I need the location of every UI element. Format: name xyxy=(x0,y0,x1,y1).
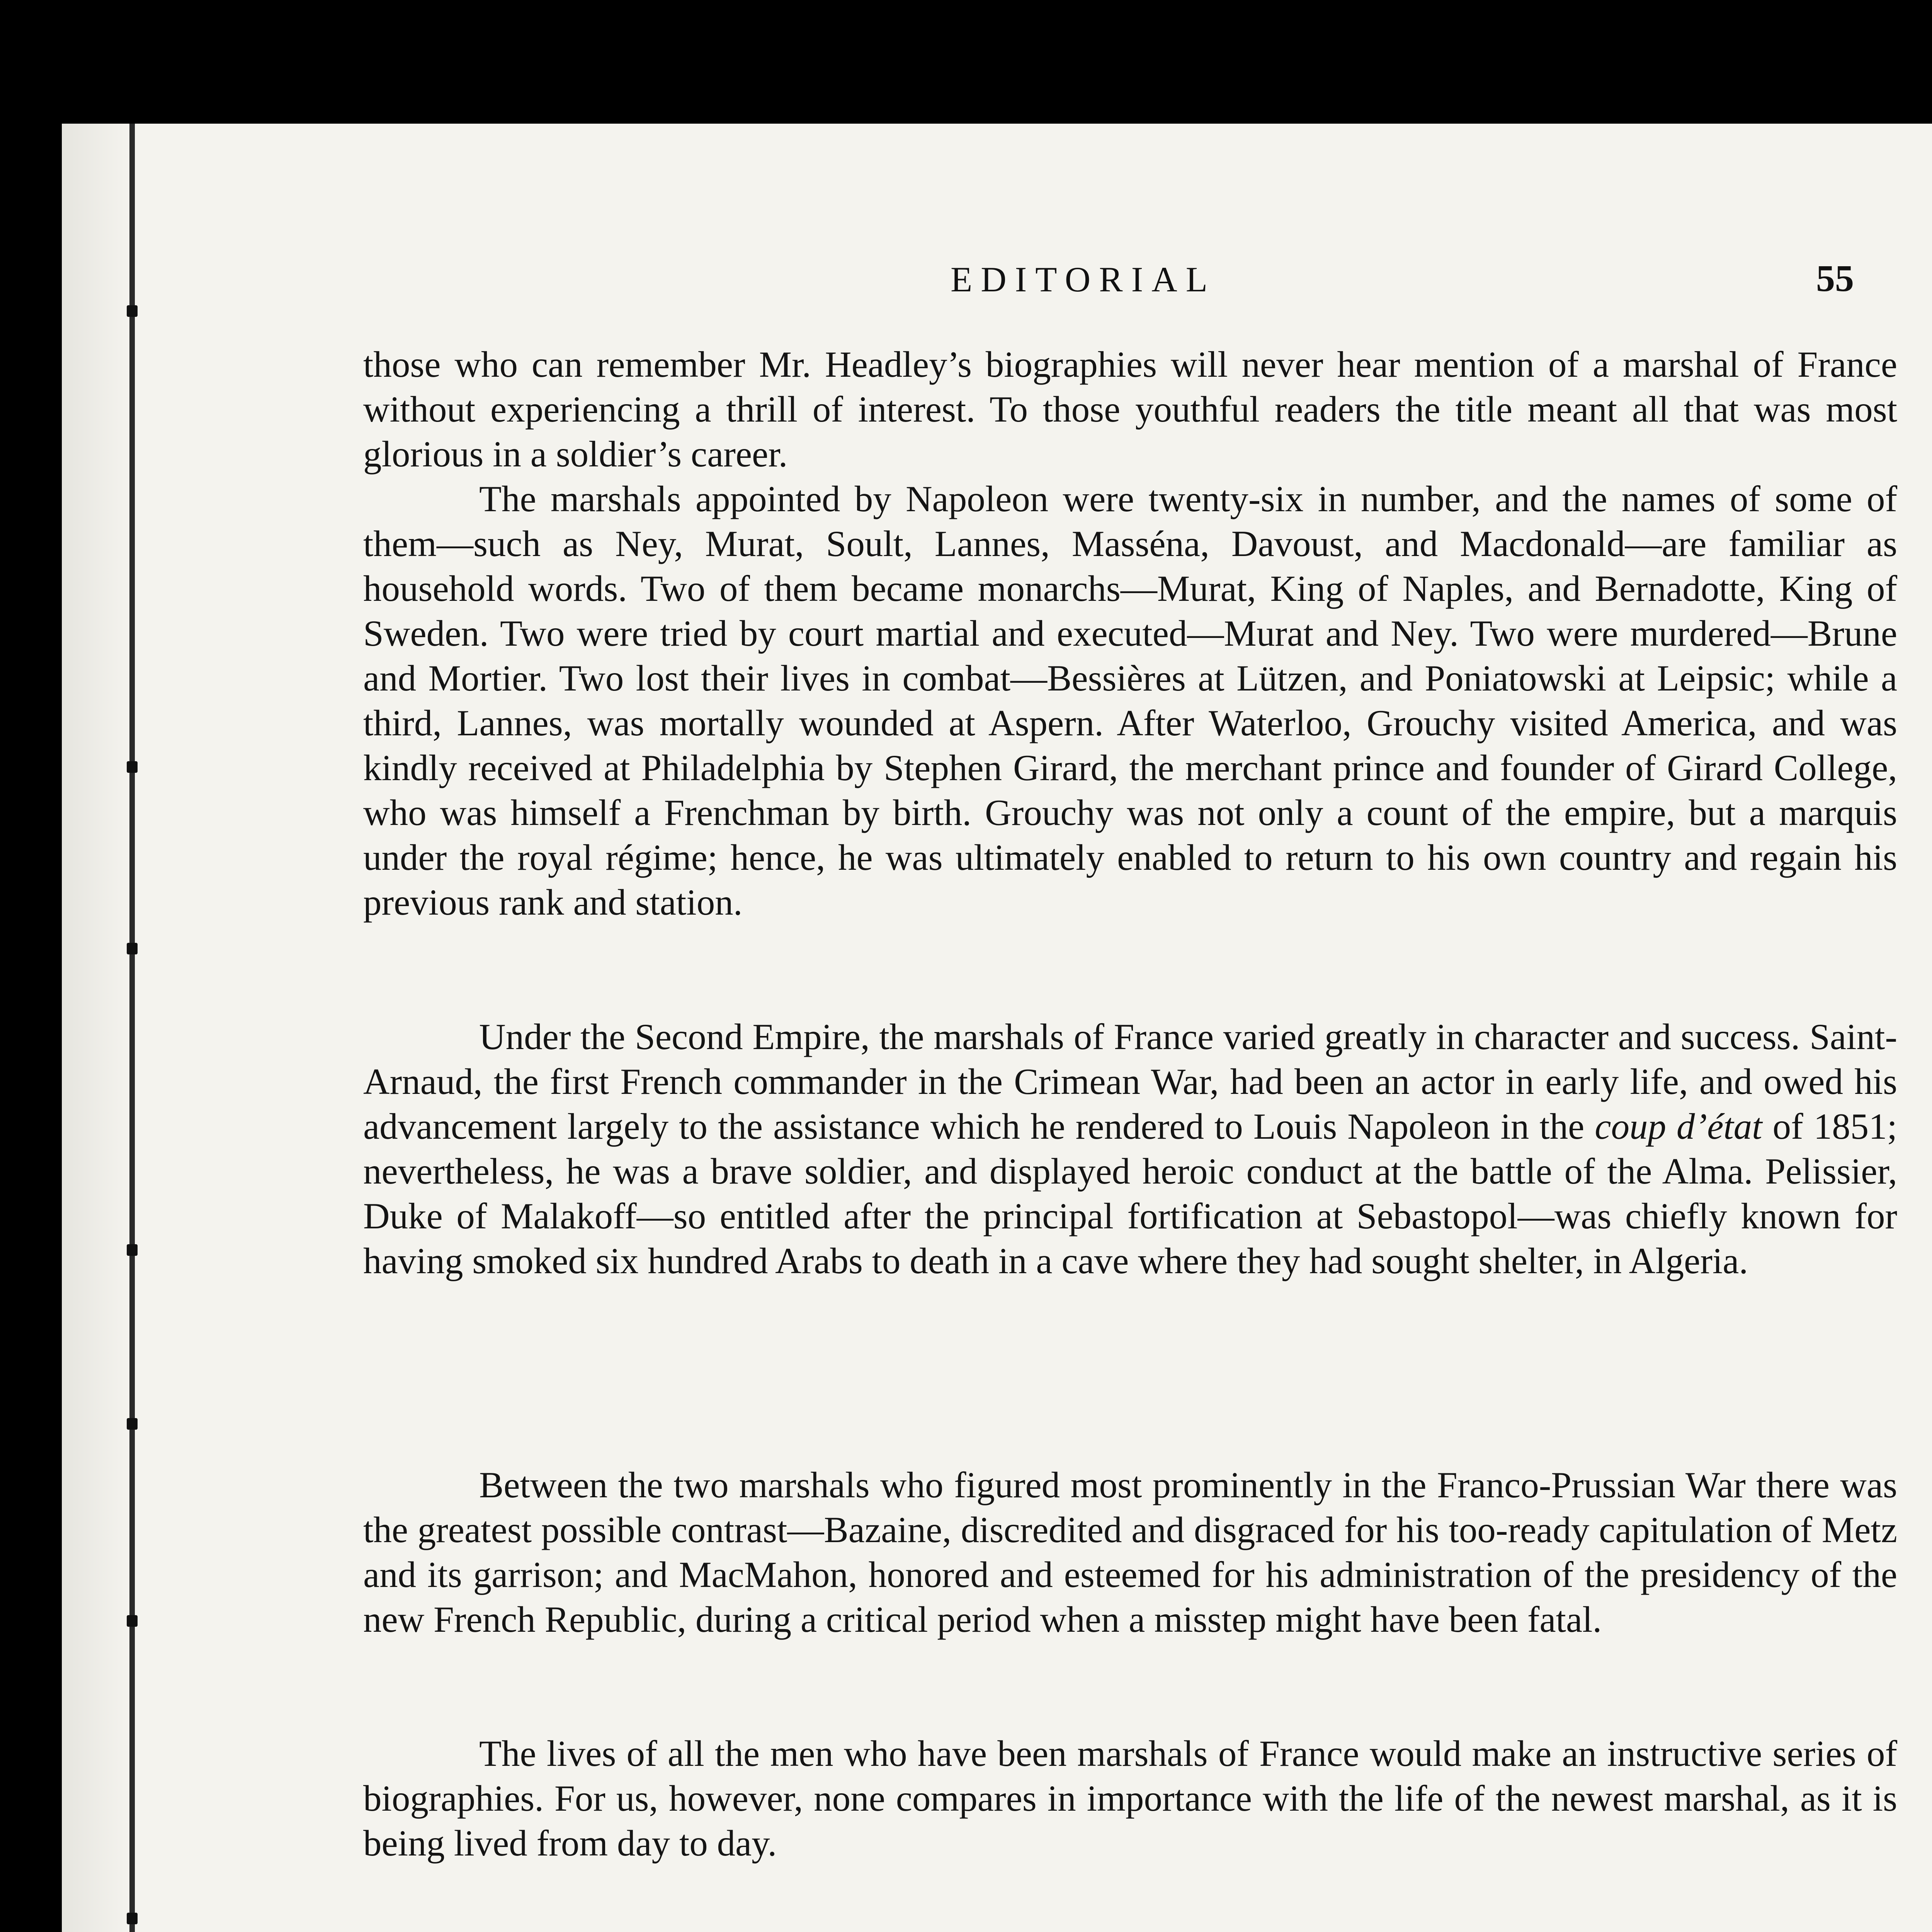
book-page xyxy=(62,124,1932,1932)
paragraph: The marshals appointed by Napoleon were twenty-six in number, and the names of some of them—such as Ney, Murat, Soult, Lannes, Masséna, Davoust, and Macdonald—are familiar as household words. Two of them became monarchs—Murat, King of Naples, and Bernadotte, King of Sweden. Two were tried by court martial and executed—Murat and Ney. Two were murdered—Brune and Mortier. Two lost their lives in combat—Bessières at Lützen, and Poniatowski at Leipsic; while a third, Lannes, was mortally wounded at Aspern. After Waterloo, Grouchy visited America, and was kindly received at Philadelphia by Stephen Girard, the merchant prince and founder of Girard College, who was himself a Frenchman by birth. Grouchy was not only a count of the empire, but a marquis under the royal régime; hence, he was ultimately enabled to return to his own country and regain his previous rank and station. xyxy=(363,478,1897,923)
paragraph: The lives of all the men who have been marshals of France would make an instructive series of biographies. For us, however, none compares in importance with the life of the newest marshal, as it is being lived from day to day. xyxy=(363,1733,1897,1864)
page-number: 55 xyxy=(1816,258,1854,299)
paragraph: those who can remember Mr. Headley’s biographies will never hear mention of a marshal of France without experiencing a thrill of interest. To those youthful readers the title meant all that was most glorious in a soldier’s career. xyxy=(363,344,1897,474)
binding-stitch xyxy=(127,943,138,954)
binding-stitch xyxy=(127,761,138,773)
binding-stitch xyxy=(127,1418,138,1430)
paragraph-text: Under the Second Empire, the marshals of France varied greatly in character and success. Saint-Arnaud, the first French commander in the Crimean War, had been an actor in early life, and owed his advancement largely to the assistance which he rendered to Louis Napoleon in the xyxy=(363,1016,1897,1147)
binding-stitch xyxy=(127,1615,138,1627)
binding-stitch xyxy=(127,1913,138,1924)
italic-phrase: coup d’état xyxy=(1595,1106,1762,1147)
paragraph-text: of 1851; nevertheless, he was a brave soldier, and displayed heroic conduct at the battle of the Alma. Pelissier, Duke of Malakoff—so entitled after the principal fortification at Sebastopol—was chiefly known for having smoked six hundred Arabs to death in a cave where they had sought shelter, in Algeria. xyxy=(363,1106,1898,1281)
paragraph: Between the two marshals who figured most prominently in the Franco-Prussian War there was the greatest possible contrast—Bazaine, discredited and disgraced for his too-ready capitulation of Metz and its garrison; and MacMahon, honored and esteemed for his administration of the presidency of the new French Republic, during a critical period when a misstep might have been fatal. xyxy=(363,1464,1897,1640)
gutter-shadow xyxy=(62,124,129,1932)
binding-line xyxy=(129,124,135,1932)
binding-stitch xyxy=(127,1244,138,1256)
running-head: EDITORIAL xyxy=(951,260,1216,299)
binding-stitch xyxy=(127,305,138,317)
paragraph xyxy=(363,1014,1897,1283)
